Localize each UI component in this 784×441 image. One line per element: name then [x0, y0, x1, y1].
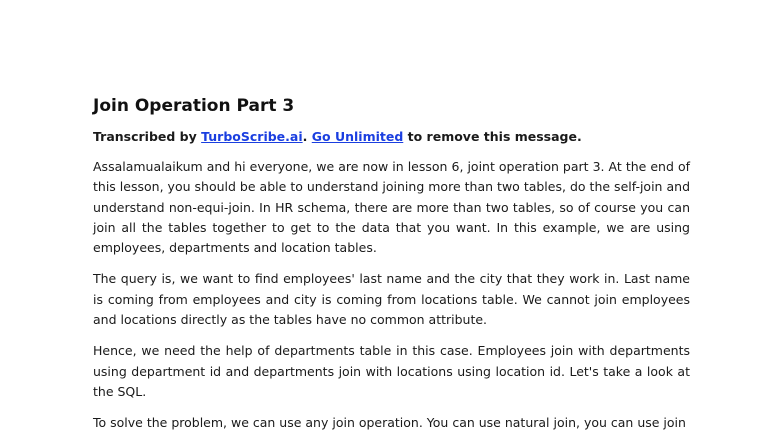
- turboscribe-link[interactable]: TurboScribe.ai: [201, 129, 303, 144]
- paragraph-3: Hence, we need the help of departments table in this case. Employees join with departments using department id and departments join with locations using location id. Let's take a look at the SQL.: [93, 343, 690, 399]
- transcription-credit: [93, 128, 690, 146]
- document-body: [93, 94, 690, 434]
- paragraph-1: Assalamualaikum and hi everyone, we are now in lesson 6, joint operation part 3. At the end of this lesson, you should be able to understand joining more than two tables, do the self-join and understand non-equi-join. In HR schema, there are more than two tables, so of course you can join all the tables together to get to the data that you want. In this example, we are using employees, departments and location tables.: [93, 159, 690, 256]
- credit-prefix: Transcribed by: [93, 129, 202, 144]
- paragraph-2: The query is, we want to find employees' last name and the city that they work in. Last name is coming from employees and city is coming from locations table. We cannot join employees and locations directly as the tables have no common attribute.: [93, 271, 690, 328]
- credit-suffix: to remove this message.: [403, 129, 582, 144]
- paragraph-4: To solve the problem, we can use any join operation. You can use natural join, you can use join: [93, 415, 686, 431]
- credit-separator: .: [302, 129, 312, 144]
- go-unlimited-link[interactable]: Go Unlimited: [311, 129, 404, 144]
- document-title: Join Operation Part 3: [93, 96, 295, 116]
